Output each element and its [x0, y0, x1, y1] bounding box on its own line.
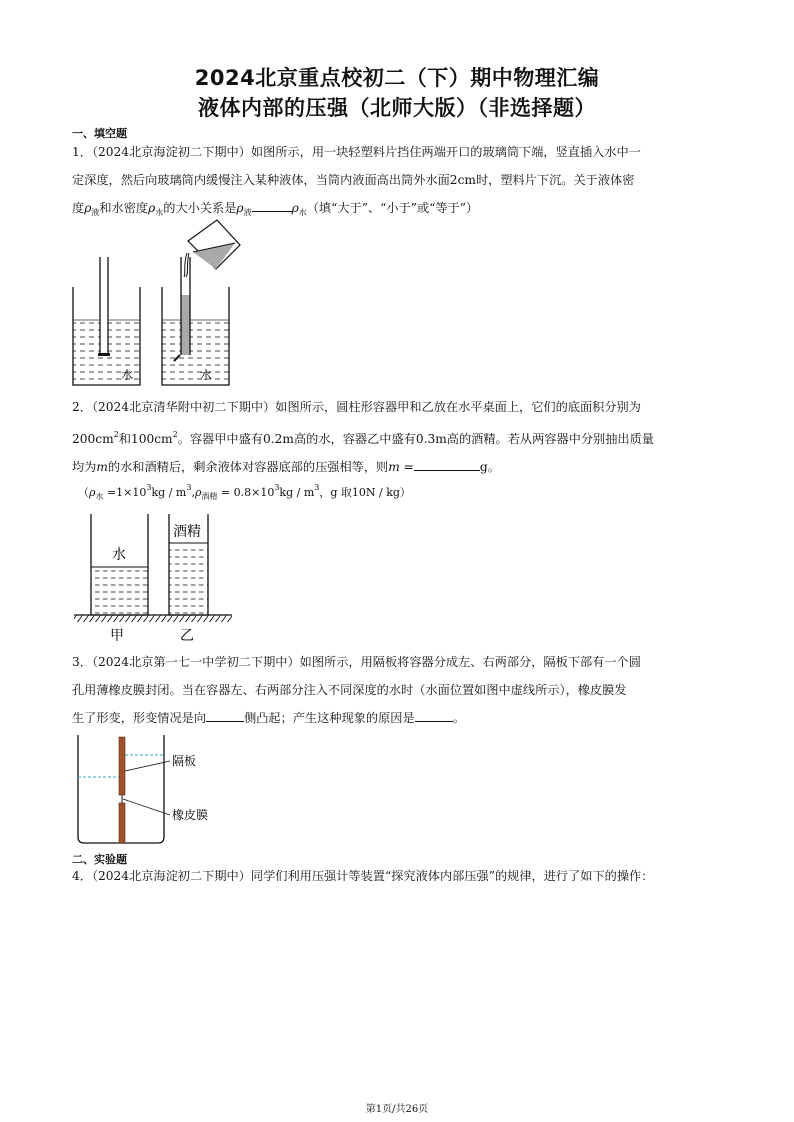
q2-answer-blank[interactable] — [414, 456, 480, 471]
q1-line3: 度$\rho_液$和水密度$\rho_水$的大小关系是$\rho_液$ $\rho_水$（填“大于”、“小于”或“等于”） — [72, 194, 724, 227]
page-footer: 第1页/共26页 — [365, 1104, 429, 1115]
q2-line2: $200cm^2$和$100cm^2$。容器甲中盛有0.2m高的水，容器乙中盛有0.3m高的酒精。若从两容器中分别抽出质量 — [72, 430, 654, 446]
q3-figure — [72, 733, 242, 848]
q1-line2: 定深度，然后向玻璃筒内缓慢注入某种液体，当筒内液面高出筒外水面2cm时，塑料片下沉。关于液体密 — [72, 173, 635, 187]
q3-answer-blank-reason[interactable] — [415, 707, 453, 722]
q2-given-values: （$\rho_水 =1\times 10^3kg / m^3,\rho_{酒精} = 0.8\times 10^3kg / m^3$，g 取10N / kg） — [78, 483, 411, 501]
question-1 — [72, 138, 724, 227]
question-4 — [72, 862, 724, 890]
page-subtitle: 液体内部的压强（北师大版）（非选择题） — [198, 96, 596, 120]
question-2 — [72, 393, 724, 481]
q2-label-jia: 甲 — [110, 628, 124, 644]
q2-figure — [70, 512, 235, 644]
q3-line2: 孔用薄橡皮膜封闭。当在容器左、右两部分注入不同深度的水时（水面位置如图中虚线所示），橡皮膜发 — [72, 683, 627, 697]
q3-label-membrane: 橡皮膜 — [172, 808, 209, 822]
q1-figure — [70, 215, 240, 390]
q3-answer-blank-side[interactable] — [206, 707, 244, 722]
rho-symbol: ρ — [84, 201, 92, 215]
q3-label-partition: 隔板 — [172, 754, 197, 768]
q3-line3: 生了形变，形变情况是向 侧凸起；产生这种现象的原因是 。 — [72, 704, 724, 732]
q2-line1: 2．（2024北京清华附中初二下期中）如图所示，圆柱形容器甲和乙放在水平桌面上，它们的底面积分别为 — [72, 400, 641, 414]
section-experiment: 二、实验题 — [72, 853, 127, 866]
section-fill-blank: 一、填空题 — [72, 127, 127, 140]
q1-answer-blank[interactable] — [252, 197, 292, 212]
q2-label-water: 水 — [112, 547, 126, 563]
q3-line1: 3．（2024北京第一七一中学初二下期中）如图所示，用隔板将容器分成左、右两部分，隔板下部有一个圆 — [72, 655, 641, 669]
q4-line1: 4．（2024北京海淀初二下期中）同学们利用压强计等装置“探究液体内部压强”的规律，进行了如下的操作： — [72, 869, 654, 883]
q2-line3: 均为m的水和酒精后，剩余液体对容器底部的压强相等，则m = g。 — [72, 453, 724, 481]
question-3 — [72, 648, 724, 732]
page-title: 2024北京重点校初二（下）期中物理汇编 — [194, 66, 600, 90]
q2-label-yi: 乙 — [180, 628, 194, 644]
q2-label-alcohol: 酒精 — [173, 524, 201, 540]
q1-label-water-right: 水 — [200, 368, 213, 382]
q1-line1: 1．（2024北京海淀初二下期中）如图所示，用一块轻塑料片挡住两端开口的玻璃筒下端，竖直插入水中一 — [72, 145, 641, 159]
q1-label-water-left: 水 — [121, 368, 134, 382]
